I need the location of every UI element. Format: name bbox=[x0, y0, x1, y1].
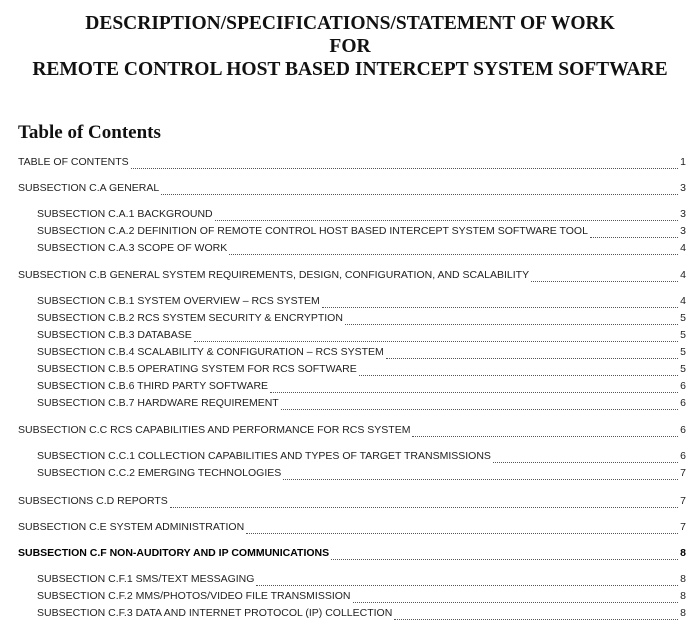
dot-leader bbox=[229, 245, 678, 255]
toc-entry-label: SUBSECTION C.B.4 SCALABILITY & CONFIGURATION – RCS SYSTEM bbox=[37, 346, 384, 358]
toc-entry[interactable] bbox=[37, 362, 686, 377]
dot-leader bbox=[412, 427, 678, 437]
toc-entry-page: 1 bbox=[680, 156, 686, 168]
dot-leader bbox=[345, 315, 678, 325]
toc-entry-page: 5 bbox=[680, 329, 686, 341]
toc-entry[interactable] bbox=[37, 207, 686, 222]
dot-leader bbox=[215, 211, 678, 221]
toc-entry-label: SUBSECTION C.E SYSTEM ADMINISTRATION bbox=[18, 521, 245, 533]
toc-entry[interactable] bbox=[37, 606, 686, 621]
toc-entry-label: SUBSECTION C.A.2 DEFINITION OF REMOTE CONTROL HOST BASED INTERCEPT SYSTEM SOFTWARE TOOL bbox=[37, 225, 588, 237]
dot-leader bbox=[131, 159, 678, 169]
toc-entry-page: 7 bbox=[680, 467, 686, 479]
toc-entry-label: SUBSECTION C.A.3 SCOPE OF WORK bbox=[37, 242, 228, 254]
dot-leader bbox=[256, 576, 678, 586]
toc-entry[interactable] bbox=[37, 466, 686, 481]
dot-leader bbox=[493, 453, 678, 463]
dot-leader bbox=[270, 383, 678, 393]
toc-entry-label: SUBSECTION C.F NON-AUDITORY AND IP COMMUNICATIONS bbox=[18, 547, 330, 559]
dot-leader bbox=[531, 272, 678, 282]
toc-entry-label: SUBSECTION C.F.2 MMS/PHOTOS/VIDEO FILE TRANSMISSION bbox=[37, 590, 351, 602]
toc-entry[interactable] bbox=[37, 589, 686, 604]
toc-entry[interactable] bbox=[18, 155, 686, 170]
toc-entry-label: SUBSECTION C.C.1 COLLECTION CAPABILITIES AND TYPES OF TARGET TRANSMISSIONS bbox=[37, 450, 491, 462]
toc-entry[interactable] bbox=[37, 345, 686, 360]
dot-leader bbox=[394, 610, 678, 620]
dot-leader bbox=[353, 593, 679, 603]
dot-leader bbox=[194, 332, 678, 342]
toc-entry-page: 6 bbox=[680, 424, 686, 436]
toc-entry-page: 8 bbox=[680, 573, 686, 585]
dot-leader bbox=[246, 524, 678, 534]
toc-entry-page: 5 bbox=[680, 346, 686, 358]
toc-entry[interactable] bbox=[18, 268, 686, 283]
dot-leader bbox=[283, 470, 678, 480]
toc-entry-label: SUBSECTION C.A GENERAL bbox=[18, 182, 160, 194]
dot-leader bbox=[281, 400, 678, 410]
toc-entry-page: 7 bbox=[680, 521, 686, 533]
toc-entry-label: SUBSECTION C.F.3 DATA AND INTERNET PROTOCOL (IP) COLLECTION bbox=[37, 607, 393, 619]
toc-entry-label: SUBSECTION C.B.2 RCS SYSTEM SECURITY & ENCRYPTION bbox=[37, 312, 343, 324]
toc-entry-page: 5 bbox=[680, 363, 686, 375]
toc-entry-label: SUBSECTION C.B.3 DATABASE bbox=[37, 329, 192, 341]
toc-entry-page: 4 bbox=[680, 295, 686, 307]
toc-entry-page: 6 bbox=[680, 450, 686, 462]
title-line-3: REMOTE CONTROL HOST BASED INTERCEPT SYSTEM SOFTWARE bbox=[32, 59, 668, 80]
toc-entry-page: 3 bbox=[680, 182, 686, 194]
toc-entry[interactable] bbox=[18, 546, 686, 561]
dot-leader bbox=[161, 185, 678, 195]
toc-entry-label: SUBSECTION C.C.2 EMERGING TECHNOLOGIES bbox=[37, 467, 282, 479]
toc-entry-label: SUBSECTION C.B GENERAL SYSTEM REQUIREMENTS, DESIGN, CONFIGURATION, AND SCALABILITY bbox=[18, 269, 530, 281]
toc-entry-label: SUBSECTION C.B.7 HARDWARE REQUIREMENT bbox=[37, 397, 279, 409]
toc-entry-page: 3 bbox=[680, 225, 686, 237]
toc-entry-page: 4 bbox=[680, 242, 686, 254]
toc-entry[interactable] bbox=[18, 423, 686, 438]
dot-leader bbox=[170, 498, 678, 508]
title-line-2: FOR bbox=[329, 36, 371, 57]
title-line-1: DESCRIPTION/SPECIFICATIONS/STATEMENT OF WORK bbox=[85, 13, 615, 34]
toc-heading: Table of Contents bbox=[18, 122, 161, 143]
toc-entry-page: 3 bbox=[680, 208, 686, 220]
toc-entry[interactable] bbox=[18, 520, 686, 535]
toc-entry-label: SUBSECTION C.F.1 SMS/TEXT MESSAGING bbox=[37, 573, 255, 585]
toc-entry[interactable] bbox=[37, 379, 686, 394]
toc-entry[interactable] bbox=[37, 294, 686, 309]
toc-entry-label: SUBSECTION C.B.1 SYSTEM OVERVIEW – RCS SYSTEM bbox=[37, 295, 320, 307]
toc-entry-page: 8 bbox=[680, 590, 686, 602]
toc-entry[interactable] bbox=[37, 224, 686, 239]
dot-leader bbox=[359, 366, 678, 376]
toc-entry-page: 8 bbox=[680, 607, 686, 619]
toc-entry-page: 6 bbox=[680, 397, 686, 409]
toc-entry-label: SUBSECTIONS C.D REPORTS bbox=[18, 495, 168, 507]
toc-entry-label: SUBSECTION C.B.6 THIRD PARTY SOFTWARE bbox=[37, 380, 269, 392]
toc-entry-label: SUBSECTION C.B.5 OPERATING SYSTEM FOR RCS SOFTWARE bbox=[37, 363, 357, 375]
toc-entry-label: SUBSECTION C.A.1 BACKGROUND bbox=[37, 208, 213, 220]
toc-entry-page: 7 bbox=[680, 495, 686, 507]
toc-entry[interactable] bbox=[37, 241, 686, 256]
toc-entry-page: 8 bbox=[680, 547, 686, 559]
dot-leader bbox=[322, 298, 678, 308]
toc-entry[interactable] bbox=[37, 311, 686, 326]
toc-entry[interactable] bbox=[37, 328, 686, 343]
toc-entry[interactable] bbox=[37, 449, 686, 464]
dot-leader bbox=[386, 349, 678, 359]
toc-entry-page: 6 bbox=[680, 380, 686, 392]
toc-entry-label: SUBSECTION C.C RCS CAPABILITIES AND PERFORMANCE FOR RCS SYSTEM bbox=[18, 424, 411, 436]
toc-entry[interactable] bbox=[18, 181, 686, 196]
toc-entry[interactable] bbox=[18, 494, 686, 509]
toc-entry[interactable] bbox=[37, 396, 686, 411]
toc-entry[interactable] bbox=[37, 572, 686, 587]
dot-leader bbox=[590, 228, 678, 238]
toc-entry-label: TABLE OF CONTENTS bbox=[18, 156, 129, 168]
toc-entry-page: 5 bbox=[680, 312, 686, 324]
toc-entry-page: 4 bbox=[680, 269, 686, 281]
dot-leader bbox=[331, 550, 678, 560]
